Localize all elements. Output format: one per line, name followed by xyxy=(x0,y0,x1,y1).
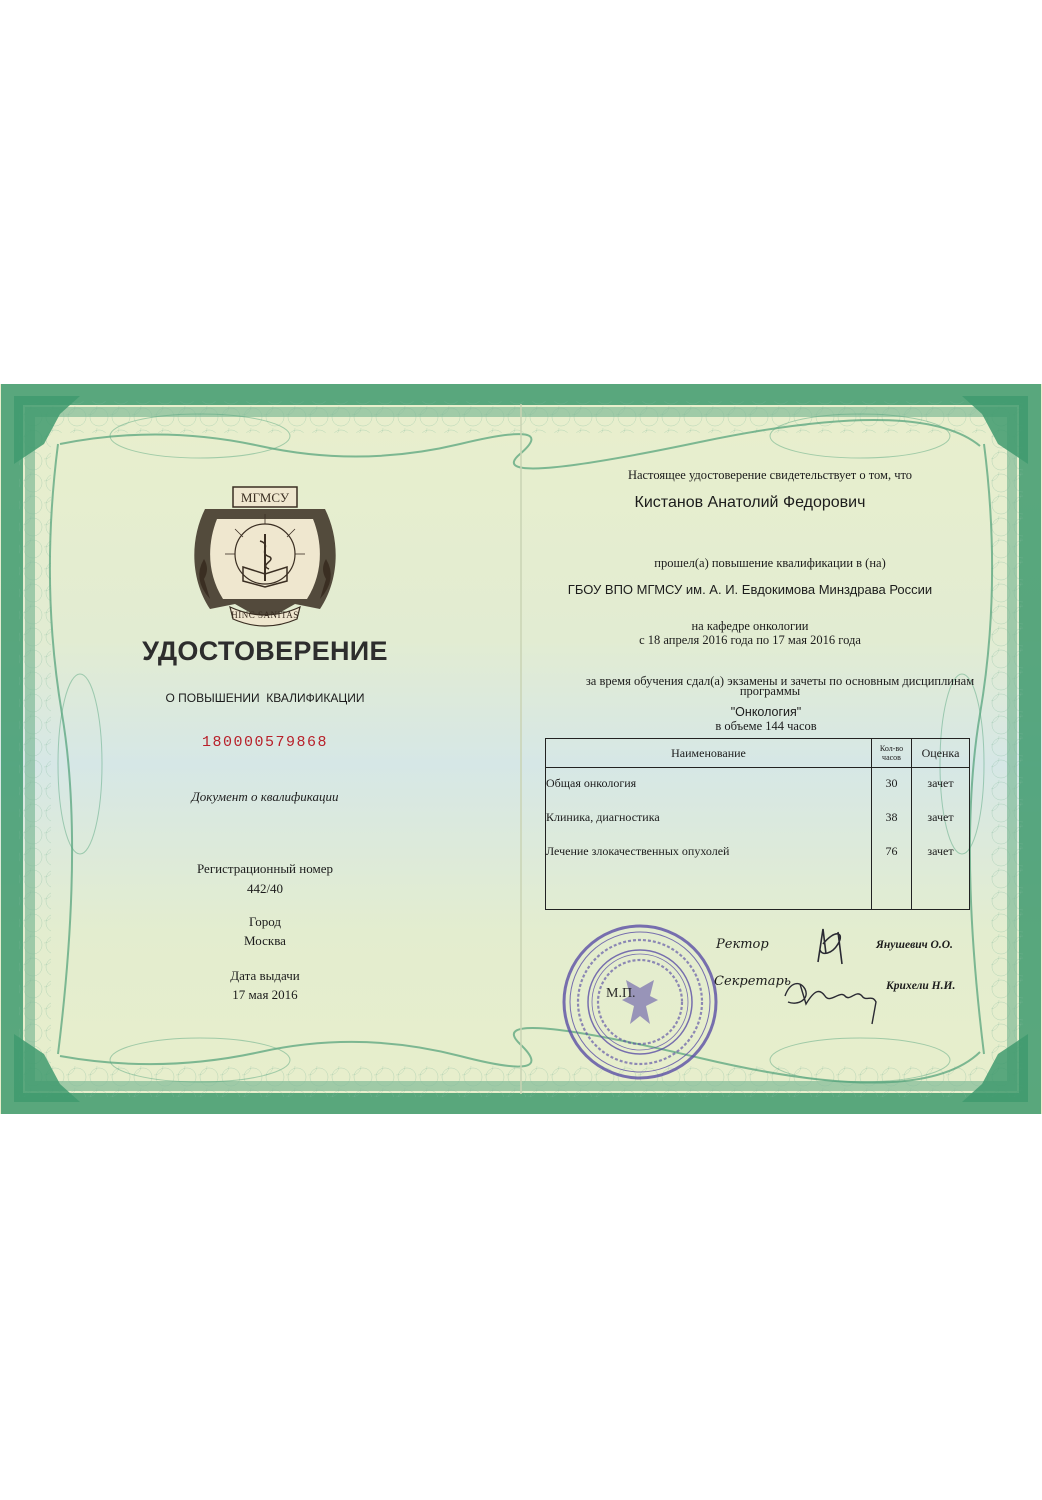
grade-value: зачет xyxy=(927,844,954,858)
issue-date-label: Дата выдачи xyxy=(230,968,300,983)
table-header-row xyxy=(546,739,970,768)
official-stamp xyxy=(564,926,716,1078)
hours-cell xyxy=(872,768,912,910)
rector-signature xyxy=(818,929,842,964)
secretary-signature xyxy=(785,984,876,1024)
discipline-names-cell xyxy=(546,768,872,910)
serial-number: 180000579868 xyxy=(201,734,329,751)
program-volume: в объеме 144 часов xyxy=(715,719,817,733)
certificate-spread xyxy=(0,384,1042,1114)
grade-value: зачет xyxy=(927,776,954,790)
certificate-subtitle: О ПОВЫШЕНИИ КВАЛИФИКАЦИИ xyxy=(165,691,365,705)
intro-text: Настоящее удостоверение свидетельствует о том, что xyxy=(627,468,913,482)
exams-line: за время обучения сдал(а) экзамены и зачеты по основным дисциплинам xyxy=(585,674,975,688)
passed-line: прошел(а) повышение квалификации в (на) xyxy=(654,556,886,570)
city-value: Москва xyxy=(244,933,286,948)
registration-number: 442/40 xyxy=(246,881,284,896)
hours-value: 38 xyxy=(885,810,898,824)
rector-label: Ректор xyxy=(716,937,769,952)
table-row: Клиника, диагностика xyxy=(546,810,660,824)
document-type: Документ о квалификации xyxy=(191,789,339,804)
column-hours-header xyxy=(872,739,912,768)
table-body-row xyxy=(546,768,970,910)
hours-value: 76 xyxy=(885,844,898,858)
rector-name: Янушевич О.О. xyxy=(876,939,953,951)
issue-date-value: 17 мая 2016 xyxy=(232,987,298,1002)
study-period: с 18 апреля 2016 года по 17 мая 2016 года xyxy=(639,633,861,647)
holder-full-name: Кистанов Анатолий Федорович xyxy=(634,494,866,511)
disciplines-table xyxy=(545,738,970,910)
table-row: Общая онкология xyxy=(546,776,637,790)
grade-value: зачет xyxy=(927,810,954,824)
column-hours-header-line2: часов xyxy=(882,753,901,762)
secretary-label: Секретарь xyxy=(714,974,791,989)
program-name: "Онкология" xyxy=(730,705,802,719)
stamp-label: М.П. xyxy=(606,986,636,1001)
institution-name: ГБОУ ВПО МГМСУ им. А. И. Евдокимова Минздрава России xyxy=(567,582,933,597)
grade-cell xyxy=(912,768,970,910)
table-row: Лечение злокачественных опухолей xyxy=(546,844,730,858)
certificate-title: УДОСТОВЕРЕНИЕ xyxy=(142,636,388,666)
column-grade-header: Оценка xyxy=(912,739,970,768)
city-label: Город xyxy=(248,914,282,929)
emblem-top-text: МГМСУ xyxy=(240,490,290,505)
column-name-header: Наименование xyxy=(546,739,872,768)
department: на кафедре онкологии xyxy=(691,619,809,633)
emblem-motto: HINC SANITAS xyxy=(231,610,299,620)
secretary-name: Крихели Н.И. xyxy=(886,980,956,992)
program-label: программы xyxy=(739,684,801,698)
hours-value: 30 xyxy=(885,776,898,790)
mgmsu-emblem xyxy=(194,487,335,626)
column-hours-header-line1: Кол-во xyxy=(879,744,904,753)
registration-label: Регистрационный номер xyxy=(197,861,333,876)
